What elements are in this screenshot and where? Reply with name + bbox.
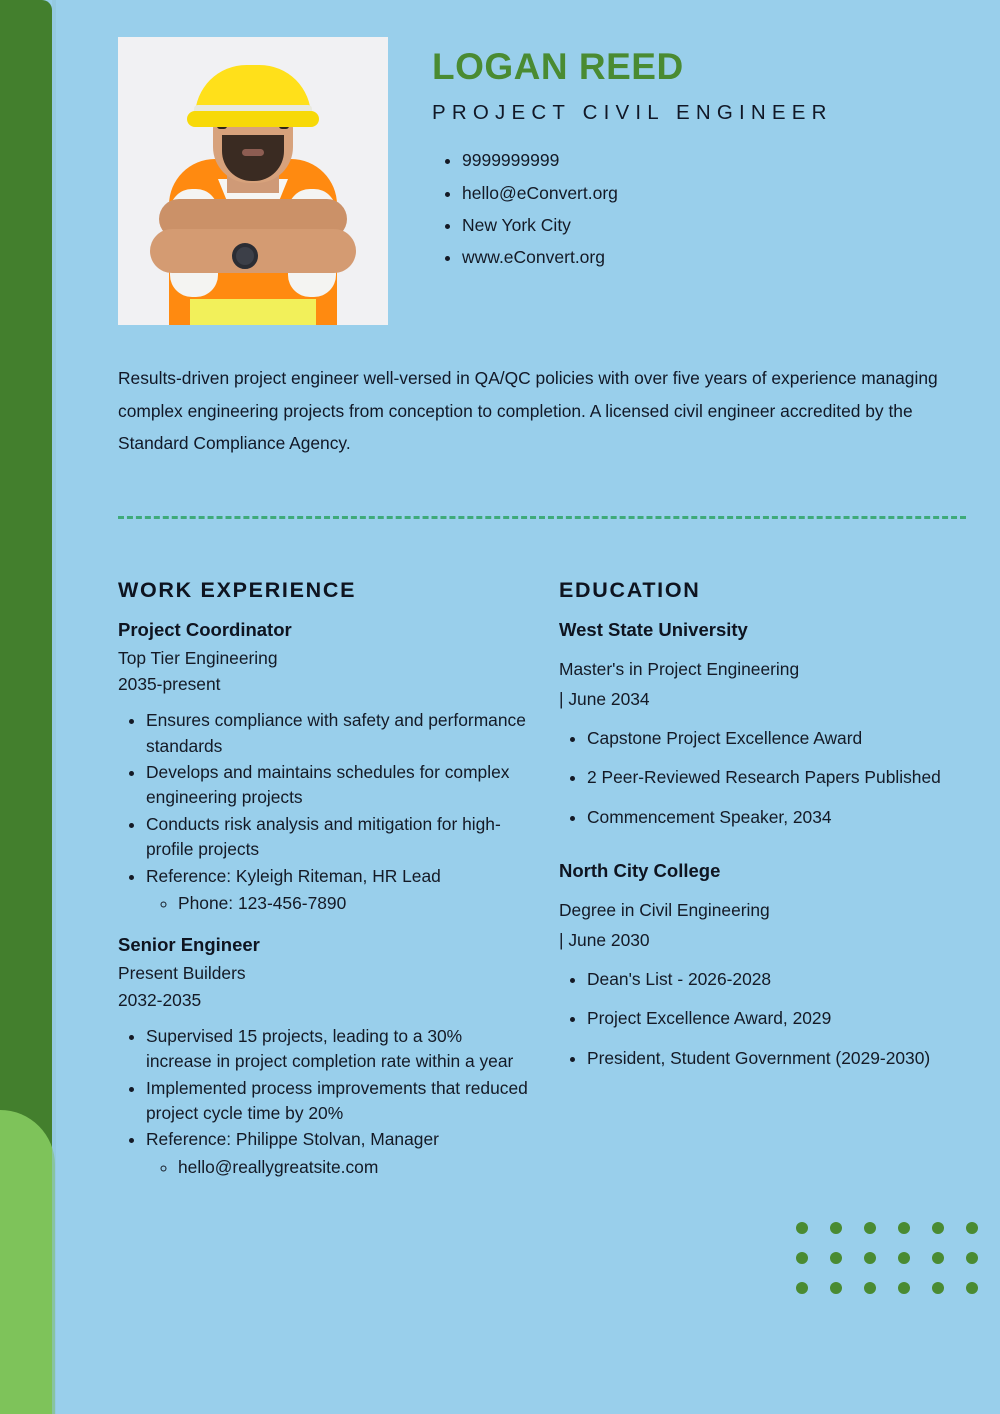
work-entry-1-bullets (118, 708, 529, 916)
list-item: • 2 Peer-Reviewed Research Papers Published (587, 765, 970, 790)
dot (864, 1282, 876, 1294)
list-item: • Conducts risk analysis and mitigation for high-profile projects (146, 812, 529, 863)
dot-grid-decoration (796, 1222, 1000, 1312)
work-entry-2-title: Senior Engineer (118, 934, 260, 956)
education-entry-2 (559, 860, 970, 1071)
dot (966, 1252, 978, 1264)
work-entry-2-bullets (118, 1024, 529, 1180)
education-entry-1 (559, 619, 970, 830)
list-item: ◦ Phone: 123-456-7890 (178, 891, 529, 916)
section-heading-education: EDUCATION (559, 578, 701, 602)
work-entry-2-dates: 2032-2035 (118, 989, 202, 1010)
education-entry-1-degree: Master's in Project Engineering (559, 659, 800, 679)
dot (796, 1222, 808, 1234)
dot (898, 1282, 910, 1294)
page-title: LOGAN REED (432, 46, 684, 87)
dot (966, 1222, 978, 1234)
contact-item-location[interactable]: • New York City (462, 209, 968, 241)
contact-list (432, 144, 968, 273)
wristwatch (232, 243, 258, 269)
work-entry-2-sub-bullets (146, 1155, 529, 1180)
education-entry-2-degree: Degree in Civil Engineering (559, 900, 770, 921)
section-heading-work-experience: WORK EXPERIENCE (118, 578, 357, 602)
professional-summary: Results-driven project engineer well-versed in QA/QC policies with over five years of experience managing complex engineering projects from conception to completion. A licensed civil engineer accredited by the Standard Compliance Agency. (118, 368, 938, 454)
dot (830, 1252, 842, 1264)
education-entry-2-school: North City College (559, 860, 721, 882)
list-item: • Reference: Philippe Stolvan, Manager ◦ hello@reallygreatsite.com (146, 1127, 529, 1180)
education-entry-1-date: | June 2034 (559, 688, 650, 709)
contact-item-website[interactable]: • www.eConvert.org (462, 241, 968, 273)
contact-item-phone[interactable]: • 9999999999 (462, 144, 968, 176)
work-entry-1 (118, 619, 529, 916)
list-item: • Implemented process improvements that reduced project cycle time by 20% (146, 1076, 529, 1127)
dot (932, 1282, 944, 1294)
list-item: • Dean's List - 2026-2028 (587, 967, 970, 992)
list-item: • Project Excellence Award, 2029 (587, 1006, 970, 1031)
list-item: • Supervised 15 projects, leading to a 30% increase in project completion rate within a year (146, 1024, 529, 1075)
contact-item-email[interactable]: • hello@eConvert.org (462, 177, 968, 209)
dot (796, 1252, 808, 1264)
work-entry-2 (118, 934, 529, 1180)
dot (864, 1222, 876, 1234)
work-experience-column (118, 578, 529, 1198)
resume-header (118, 37, 968, 329)
body-columns (118, 578, 970, 1198)
dot (932, 1252, 944, 1264)
list-item: • Commencement Speaker, 2034 (587, 805, 970, 830)
left-light-green-accent (0, 1110, 55, 1414)
dot (830, 1222, 842, 1234)
work-entry-1-title: Project Coordinator (118, 619, 292, 640)
dot (796, 1282, 808, 1294)
dot (864, 1252, 876, 1264)
dot (830, 1282, 842, 1294)
header-text-block (432, 37, 968, 329)
dot (932, 1222, 944, 1234)
list-item: • Develops and maintains schedules for complex engineering projects (146, 760, 529, 811)
work-entry-2-company: Present Builders (118, 963, 246, 984)
list-item: • Ensures compliance with safety and performance standards (146, 708, 529, 759)
education-entry-1-school: West State University (559, 619, 748, 640)
education-entry-1-bullets (559, 726, 970, 830)
portrait-photo (118, 37, 388, 325)
education-entry-2-bullets (559, 967, 970, 1071)
list-item: ◦ hello@reallygreatsite.com (178, 1155, 529, 1180)
resume-page (56, 0, 1000, 1414)
list-item: • Reference: Kyleigh Riteman, HR Lead ◦ Phone: 123-456-7890 (146, 864, 529, 917)
work-entry-1-sub-bullets (146, 891, 529, 916)
dashed-divider (118, 516, 966, 519)
mouth (242, 149, 264, 156)
list-item: • President, Student Government (2029-2030) (587, 1046, 970, 1071)
trousers (190, 299, 316, 325)
education-column (559, 578, 970, 1198)
education-entry-2-date: | June 2030 (559, 930, 650, 951)
hard-hat-brim (187, 111, 319, 127)
work-entry-1-dates: 2035-present (118, 674, 221, 695)
list-item: • Capstone Project Excellence Award (587, 726, 970, 751)
job-title: PROJECT CIVIL ENGINEER (432, 100, 833, 124)
dot (898, 1222, 910, 1234)
dot (966, 1282, 978, 1294)
dot (898, 1252, 910, 1264)
work-entry-1-company: Top Tier Engineering (118, 648, 278, 668)
